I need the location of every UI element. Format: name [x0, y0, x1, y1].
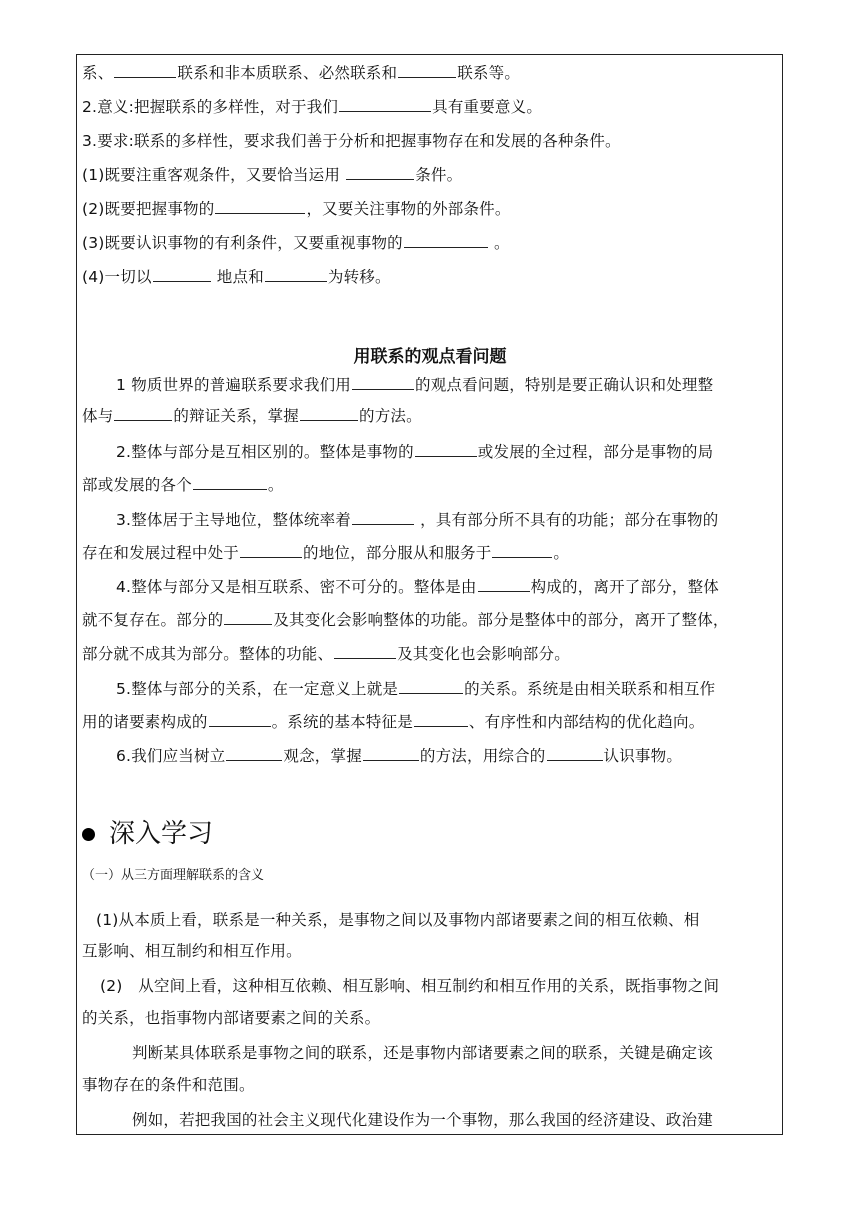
text-line: 5.整体与部分的关系，在一定意义上就是 的关系。系统是由相关联系和相互作	[116, 680, 716, 698]
fill-blank	[363, 745, 419, 761]
fill-blank	[346, 164, 414, 180]
fill-blank	[300, 405, 358, 421]
fill-blank	[352, 509, 414, 525]
fill-blank	[240, 542, 302, 558]
text-line: 事物存在的条件和范围。	[82, 1076, 255, 1094]
section-heading-text: 深入学习	[109, 819, 214, 849]
fill-blank	[114, 405, 172, 421]
fill-blank	[478, 576, 530, 592]
text-line: (4)一切以 地点和 为转移。	[82, 268, 391, 286]
section-title: 用联系的观点看问题	[353, 347, 507, 367]
section-heading	[82, 818, 213, 850]
fill-blank	[352, 374, 414, 390]
text-line: (1)从本质上看，联系是一种关系，是事物之间以及事物内部诸要素之间的相互依赖、相	[96, 911, 700, 929]
text-line: 部或发展的各个 。	[82, 476, 284, 494]
text-line: (1)既要注重客观条件，又要恰当运用 条件。	[82, 166, 463, 184]
fill-blank	[114, 62, 176, 78]
text-line: (2)既要把握事物的 ，又要关注事物的外部条件。	[82, 200, 511, 218]
text-line: 体与 的辩证关系，掌握 的方法。	[82, 407, 422, 425]
text-line: 6.我们应当树立 观念，掌握 的方法，用综合的 认识事物。	[116, 747, 683, 765]
fill-blank	[334, 643, 396, 659]
fill-blank	[404, 232, 488, 248]
fill-blank	[215, 198, 305, 214]
section-subtitle: （一）从三方面理解联系的含义	[82, 868, 265, 883]
fill-blank	[153, 266, 211, 282]
bullet-icon	[82, 828, 95, 841]
text-line: 判断某具体联系是事物之间的联系，还是事物内部诸要素之间的联系，关键是确定该	[132, 1044, 713, 1062]
fill-blank	[547, 745, 603, 761]
fill-blank	[415, 441, 477, 457]
fill-blank	[209, 711, 271, 727]
text-line: 2.意义:把握联系的多样性，对于我们 具有重要意义。	[82, 98, 543, 116]
fill-blank	[226, 745, 282, 761]
text-line: 的关系，也指事物内部诸要素之间的关系。	[82, 1009, 381, 1027]
fill-blank	[224, 609, 272, 625]
text-line: 例如，若把我国的社会主义现代化建设作为一个事物，那么我国的经济建设、政治建	[132, 1111, 713, 1129]
fill-blank	[339, 96, 431, 112]
fill-blank	[193, 474, 267, 490]
text-line: 2.整体与部分是互相区别的。整体是事物的 或发展的全过程，部分是事物的局	[116, 443, 714, 461]
fill-blank	[414, 711, 468, 727]
text-line: (2) 从空间上看，这种相互依赖、相互影响、相互制约和相互作用的关系，既指事物之间	[100, 977, 720, 995]
fill-blank	[265, 266, 327, 282]
fill-blank	[492, 542, 552, 558]
text-line: 1 物质世界的普遍联系要求我们用 的观点看问题，特别是要正确认识和处理整	[116, 376, 714, 394]
text-line: 用的诸要素构成的 。系统的基本特征是 、有序性和内部结构的优化趋向。	[82, 713, 705, 731]
text-line: 互影响、相互制约和相互作用。	[82, 942, 302, 960]
text-line: 4.整体与部分又是相互联系、密不可分的。整体是由 构成的，离开了部分，整体	[116, 578, 719, 596]
fill-blank	[399, 678, 463, 694]
text-line: 3.整体居于主导地位，整体统率着 ，具有部分所不具有的功能；部分在事物的	[116, 511, 719, 529]
text-line: 3.要求:联系的多样性，要求我们善于分析和把握事物存在和发展的各种条件。	[82, 132, 621, 150]
text-line: 部分就不成其为部分。整体的功能、 及其变化也会影响部分。	[82, 645, 570, 663]
text-line: 系、 联系和非本质联系、必然联系和 联系等。	[82, 64, 521, 82]
text-line: (3)既要认识事物的有利条件，又要重视事物的 。	[82, 234, 510, 252]
text-line: 就不复存在。部分的 及其变化会影响整体的功能。部分是整体中的部分，离开了整体，	[82, 611, 729, 629]
text-line: 存在和发展过程中处于 的地位，部分服从和服务于 。	[82, 544, 570, 562]
fill-blank	[398, 62, 456, 78]
